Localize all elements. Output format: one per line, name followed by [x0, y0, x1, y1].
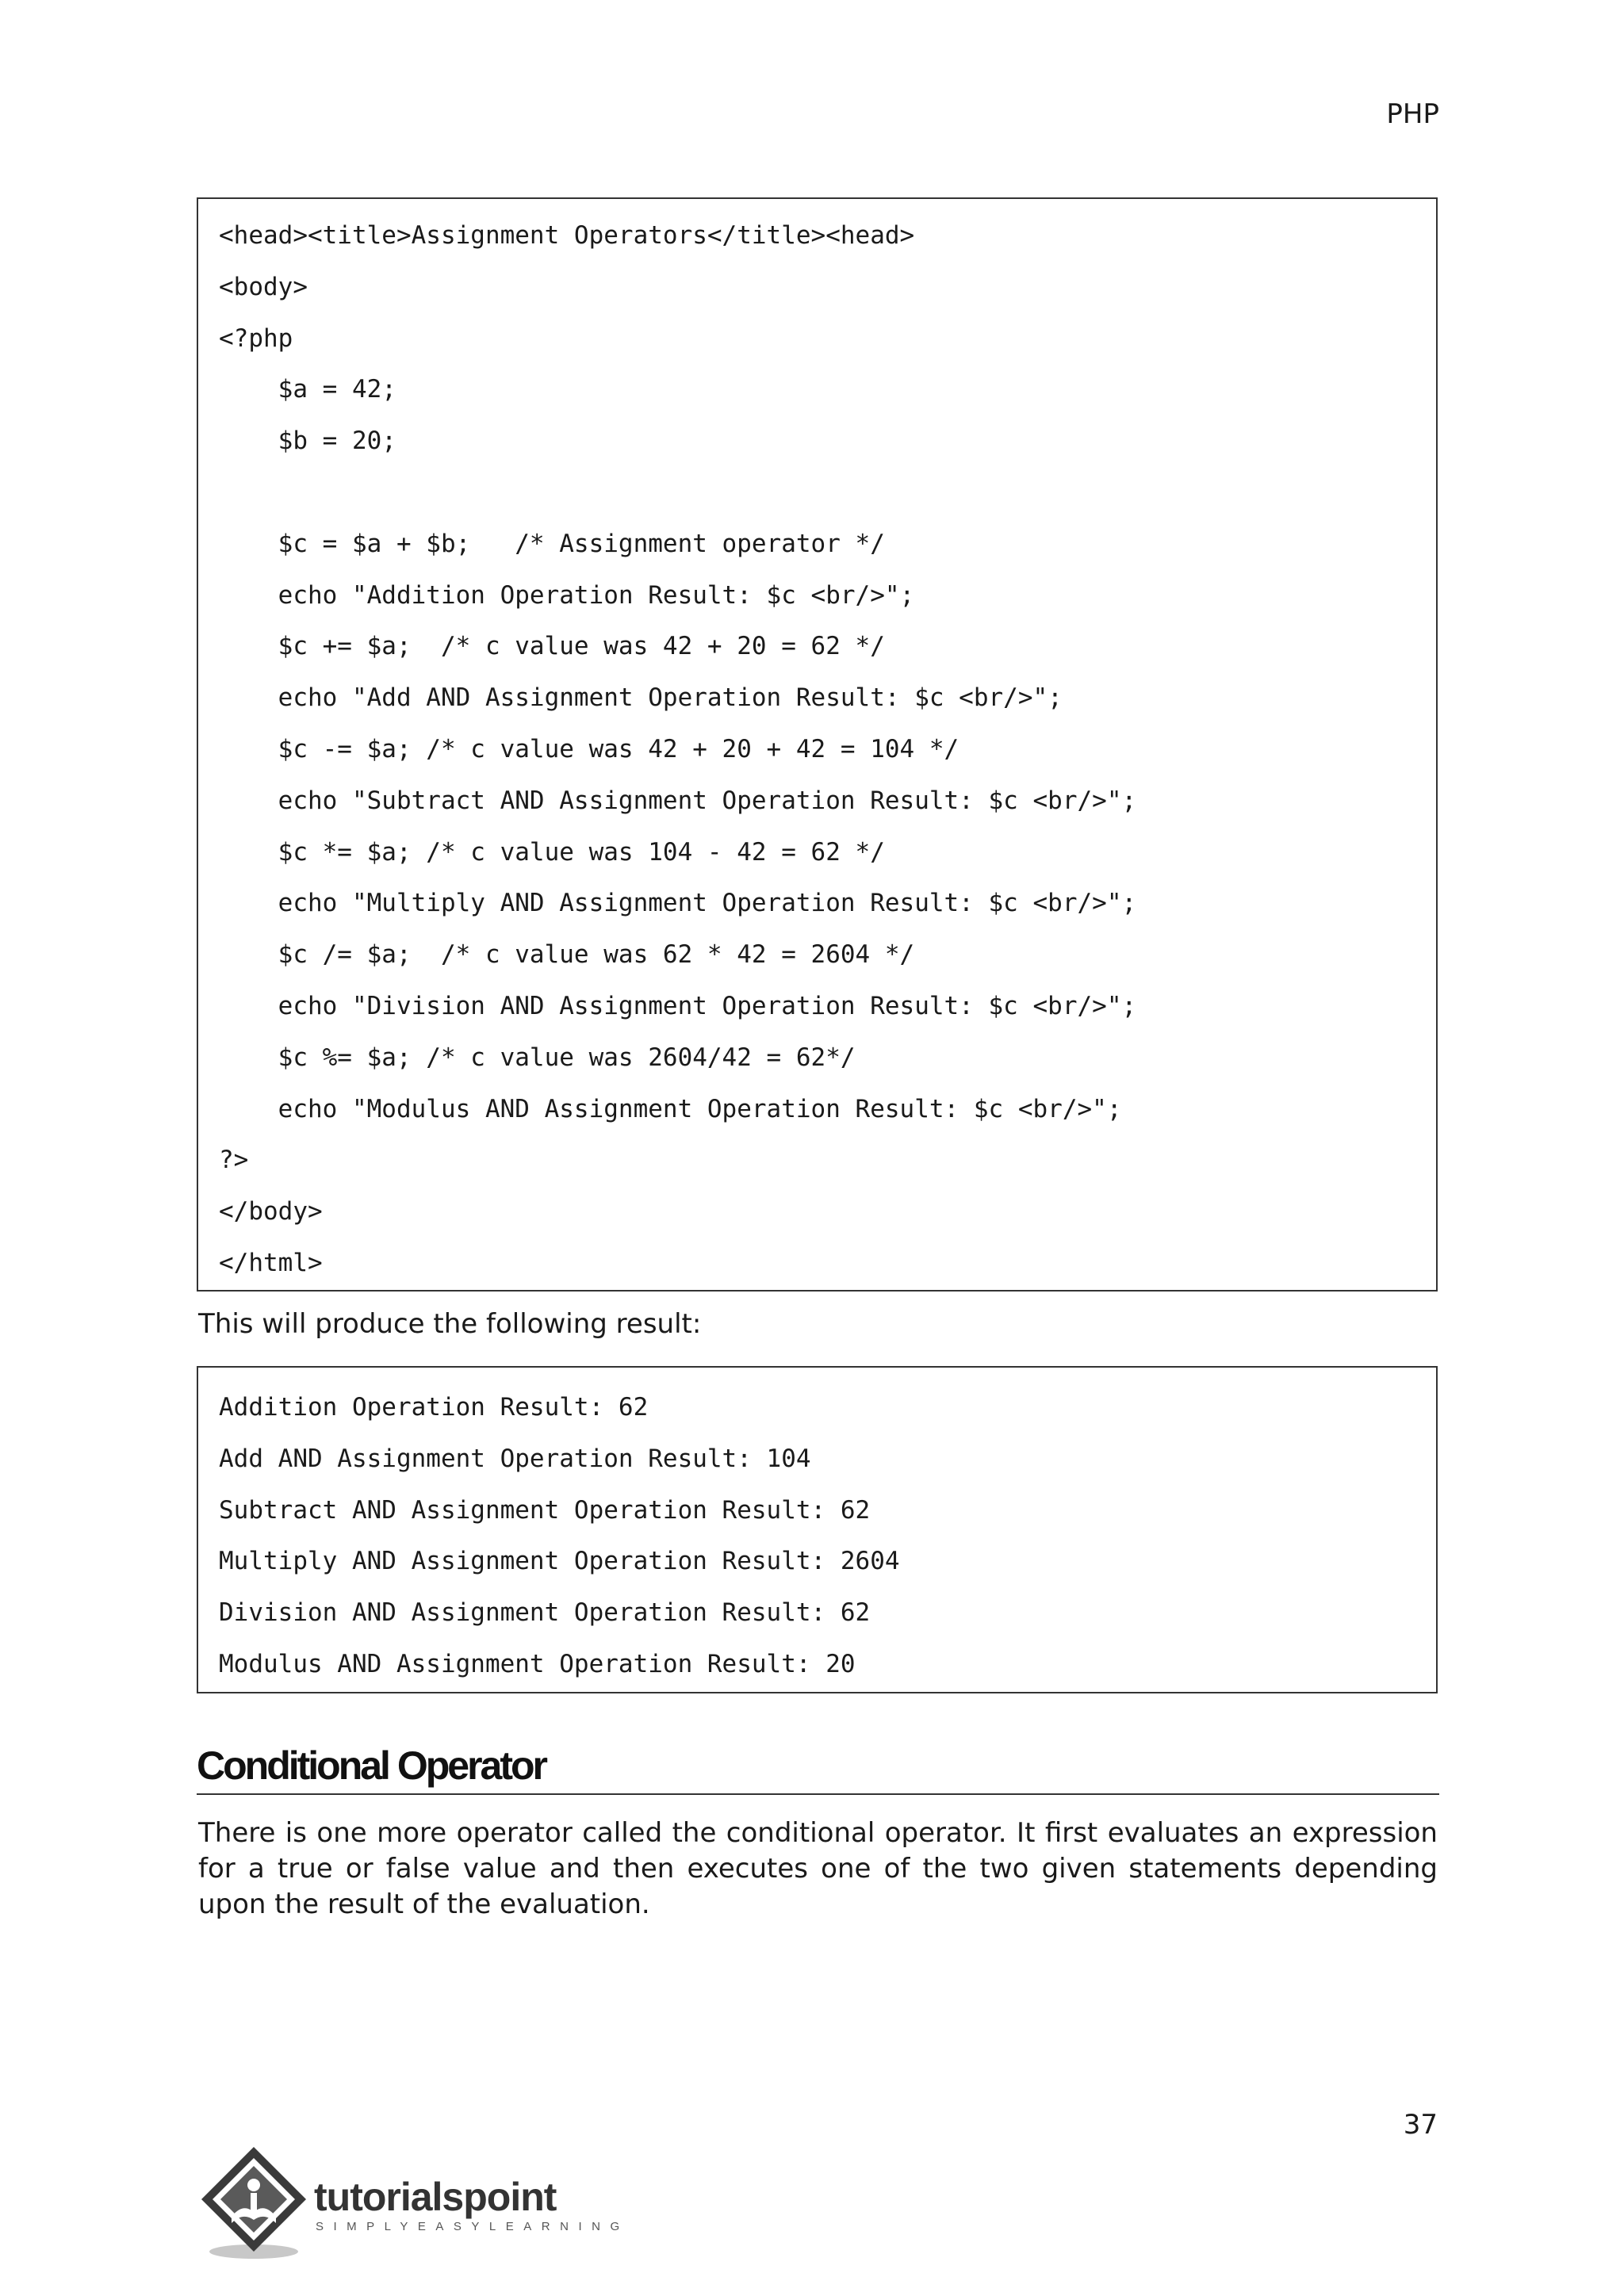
code-line: echo "Subtract AND Assignment Operation Result: $c <br/>";	[219, 786, 1137, 815]
code-line: echo "Modulus AND Assignment Operation Result: $c <br/>";	[219, 1094, 1122, 1123]
logo-tagline: SIMPLYEASYLEARNING	[316, 2220, 630, 2233]
output-line: Modulus AND Assignment Operation Result: 20	[219, 1649, 856, 1678]
code-line: echo "Multiply AND Assignment Operation Result: $c <br/>";	[219, 889, 1137, 918]
code-line: <head><title>Assignment Operators</title><head>	[219, 221, 915, 250]
code-line: </html>	[219, 1248, 323, 1277]
code-line: echo "Division AND Assignment Operation Result: $c <br/>";	[219, 991, 1137, 1020]
code-line: $c %= $a; /* c value was 2604/42 = 62*/	[219, 1043, 856, 1072]
code-line: $c = $a + $b; /* Assignment operator */	[219, 529, 885, 558]
code-line: </body>	[219, 1197, 323, 1226]
code-line: <?php	[219, 323, 293, 353]
code-line: $c /= $a; /* c value was 62 * 42 = 2604 */	[219, 940, 915, 970]
source-code-block	[197, 197, 1438, 1292]
output-line: Division AND Assignment Operation Result: 62	[219, 1598, 871, 1628]
code-line: <body>	[219, 272, 308, 301]
code-line: $c += $a; /* c value was 42 + 20 = 62 */	[219, 632, 885, 661]
running-header: PHP	[1386, 98, 1439, 130]
section-heading: Conditional Operator	[197, 1743, 1439, 1795]
tutorialspoint-logo-icon	[197, 2141, 316, 2267]
body-paragraph: There is one more operator called the conditional operator. It first evaluates an expression for a true or false value and then executes one of the two given statements depending upon the result of the evaluation.	[198, 1817, 1438, 1920]
page-number: 37	[1403, 2109, 1438, 2141]
code-line: $b = 20;	[219, 427, 396, 456]
logo-wordmark: tutorialspoint	[314, 2175, 557, 2219]
output-line: Multiply AND Assignment Operation Result: 2604	[219, 1547, 900, 1576]
code-line: $c -= $a; /* c value was 42 + 20 + 42 = 104 */	[219, 734, 959, 763]
output-line: Add AND Assignment Operation Result: 104	[219, 1444, 811, 1473]
publisher-logo	[197, 2141, 630, 2267]
output-block	[197, 1366, 1438, 1693]
result-intro-text: This will produce the following result:	[198, 1308, 702, 1340]
code-line: echo "Add AND Assignment Operation Result: $c <br/>";	[219, 683, 1063, 713]
code-line: ?>	[219, 1146, 249, 1175]
code-line: $c *= $a; /* c value was 104 - 42 = 62 */	[219, 837, 885, 867]
output-line: Addition Operation Result: 62	[219, 1393, 649, 1422]
output-line: Subtract AND Assignment Operation Result: 62	[219, 1495, 871, 1525]
code-line: echo "Addition Operation Result: $c <br/>";	[219, 580, 915, 610]
code-line	[198, 467, 1436, 519]
code-line: $a = 42;	[219, 375, 396, 404]
